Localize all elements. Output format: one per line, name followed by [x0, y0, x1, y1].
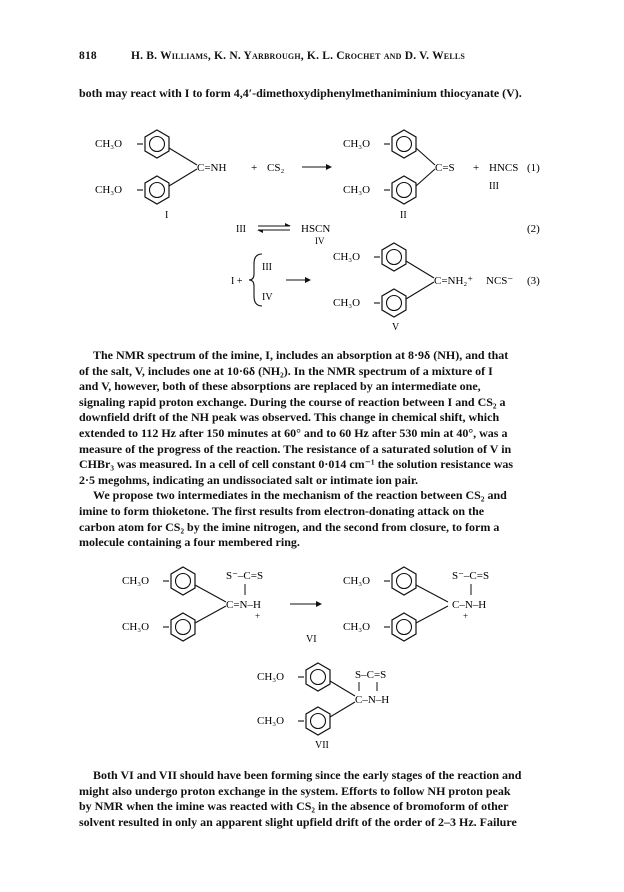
- molecule-II: [343, 130, 455, 221]
- methoxy-label: CH₃O: [122, 621, 150, 633]
- text-line: 2·5 megohms, indicating an undissociated salt or intimate ion pair.: [79, 472, 419, 487]
- text-line: CHBr₃ was measured. In a cell of cell constant 0·014 cm⁻¹ the solution resistance was: [79, 457, 514, 472]
- molecule-V: [333, 243, 513, 333]
- ring-top: S–C=S: [355, 669, 387, 681]
- thioketone-bridge: C=S: [435, 162, 455, 174]
- amino-bridge: C–N–H: [452, 599, 487, 611]
- text-line: Both VI and VII should have been forming since the early stages of the reaction and: [93, 768, 522, 782]
- text-line: and V, however, both of these absorptions are replaced by an intermediate one,: [79, 379, 481, 394]
- hncs-label: HNCS: [489, 162, 519, 174]
- thiocarboxylate-top: S⁻–C=S: [226, 570, 264, 582]
- label-II: II: [400, 210, 407, 221]
- page-number: 818: [79, 50, 97, 62]
- equation-number-1: (1): [527, 162, 540, 174]
- paragraph-nmr: [79, 348, 547, 551]
- ring-bottom: C–N–H: [355, 694, 390, 706]
- methoxy-label: CH₃O: [122, 575, 150, 587]
- intro-text: both may react with I to form 4,4′-dimethoxydiphenylmethaniminium thiocyanate (V).: [79, 86, 522, 100]
- text-line: downfield drift of the NH peak was observed. This change in chemical shift, which: [79, 410, 500, 425]
- plus-charge: +: [463, 611, 469, 621]
- label-VII: VII: [315, 740, 329, 751]
- text-line: carbon atom for CS₂ by the imine nitrogen, and the second from closure, to form a: [79, 519, 500, 534]
- intermediate-VI-left: [122, 567, 263, 641]
- iminium-bridge: C=N–H: [226, 599, 261, 611]
- text-line: extended to 112 Hz after 150 minutes at 60° and to 60 Hz after 530 min at 40°, was a: [79, 425, 508, 440]
- methoxy-label: CH₃O: [343, 184, 371, 196]
- text-line: measure of the progress of the reaction. The resistance of a saturated solution of V in: [79, 441, 512, 456]
- methoxy-label: CH₃O: [95, 184, 123, 196]
- thiocarboxylate-top: S⁻–C=S: [452, 570, 490, 582]
- text-line: imine to form thioketone. The first results from electron-donating attack on the: [79, 503, 485, 518]
- cs2-label: CS₂: [267, 162, 285, 174]
- equation-number-2: (2): [527, 223, 540, 235]
- text-line: We propose two intermediates in the mechanism of the reaction between CS₂ and: [93, 488, 507, 503]
- eq2-left: III: [236, 224, 246, 235]
- intermediate-VII: [257, 663, 389, 751]
- intermediate-VI-right: [343, 567, 489, 641]
- methoxy-label: CH₃O: [95, 138, 123, 150]
- methoxy-label: CH₃O: [343, 575, 371, 587]
- methoxy-label: CH₃O: [257, 671, 285, 683]
- plus-sign: +: [473, 162, 480, 174]
- iminium-bridge: C=NH₂⁺: [434, 275, 474, 287]
- text-line: by NMR when the imine was reacted with CS₂ in the absence of bromoform of other: [79, 799, 509, 814]
- brace-bottom-label: IV: [262, 292, 273, 303]
- methoxy-label: CH₃O: [333, 251, 361, 263]
- text-line: of the salt, V, includes one at 10·6δ (NH₂). In the NMR spectrum of a mixture of I: [79, 363, 493, 378]
- plus-sign: +: [251, 162, 258, 174]
- text-line: molecule containing a four membered ring.: [79, 535, 300, 550]
- brace-top-label: III: [262, 262, 272, 273]
- intro-paragraph: [79, 86, 547, 102]
- paragraph-intermediates: [79, 768, 547, 830]
- methoxy-label: CH₃O: [257, 715, 285, 727]
- methoxy-label: CH₃O: [343, 138, 371, 150]
- equation-number-3: (3): [527, 275, 540, 287]
- eq3-I-plus: I +: [231, 276, 243, 287]
- text-line: The NMR spectrum of the imine, I, includes an absorption at 8·9δ (NH), and that: [93, 348, 509, 362]
- label-I: I: [165, 210, 169, 221]
- label-III: III: [489, 181, 499, 192]
- brace-icon: [249, 254, 262, 306]
- text-line: signaling rapid proton exchange. During the course of reaction between I and CS₂ a: [79, 394, 506, 409]
- thiocyanate-anion: NCS⁻: [486, 275, 514, 287]
- author-line: H. B. Williams, K. N. Yarbrough, K. L. Crochet and D. V. Wells: [131, 50, 466, 62]
- eq2-right: HSCN: [301, 223, 331, 235]
- label-VI: VI: [306, 634, 317, 645]
- intermediates-scheme: [0, 560, 624, 770]
- text-line: solvent resulted in only an apparent slight upfield drift of the order of 2–3 Hz. Failure: [79, 814, 517, 829]
- methoxy-label: CH₃O: [333, 297, 361, 309]
- label-V: V: [392, 322, 400, 333]
- imine-bridge: C=NH: [197, 162, 227, 174]
- molecule-I: [95, 130, 226, 221]
- methoxy-label: CH₃O: [343, 621, 371, 633]
- text-line: might also undergo proton exchange in the system. Efforts to follow NH proton peak: [79, 783, 511, 798]
- plus-charge: +: [255, 611, 261, 621]
- label-IV: IV: [315, 236, 325, 246]
